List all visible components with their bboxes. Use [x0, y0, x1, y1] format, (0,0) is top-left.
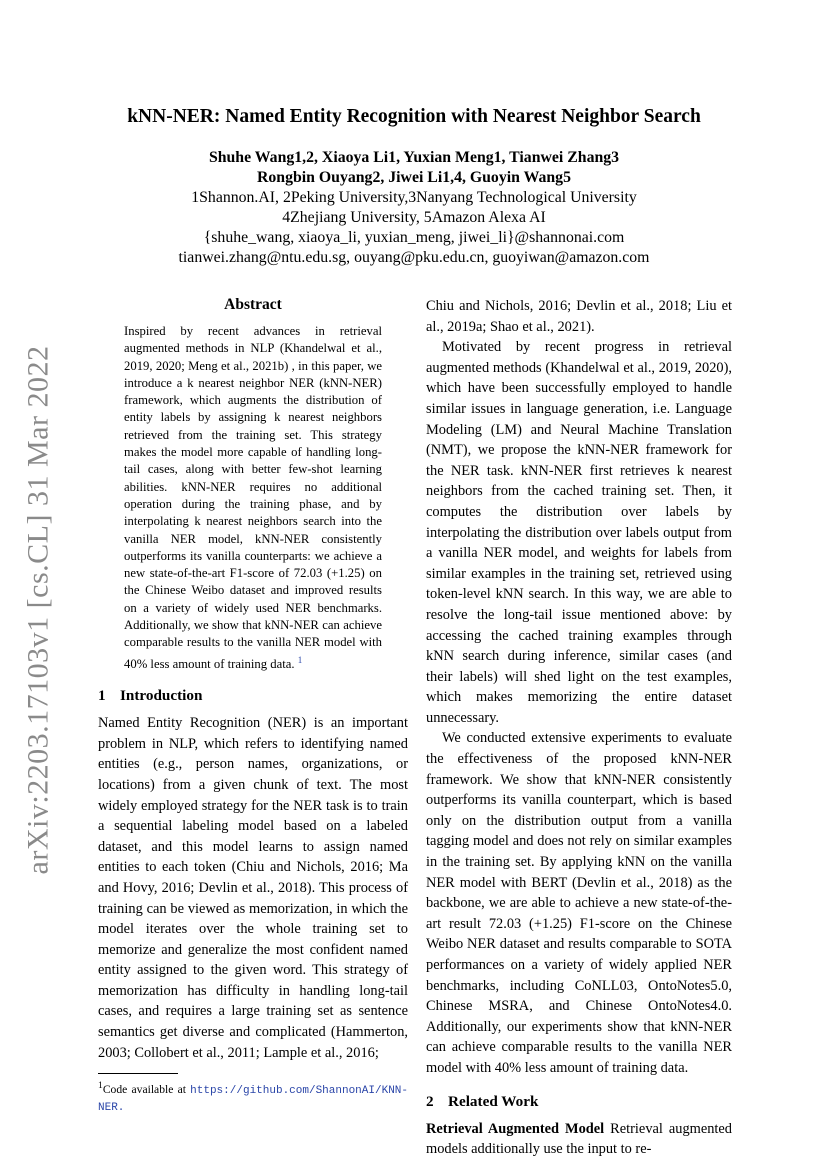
email-line-1: {shuhe_wang, xiaoya_li, yuxian_meng, jiwei_li}@shannonai.com	[203, 229, 625, 246]
authors-line-1: Shuhe Wang1,2, Xiaoya Li1, Yuxian Meng1, Tianwei Zhang3	[208, 149, 620, 166]
intro-paragraph-1: Named Entity Recognition (NER) is an important problem in NLP, which refers to identifying named entities (e.g., person names, organizations, or locations) from a given chunk of text. The most widely employed strategy for the NER task is to train a sequential labeling model based on a labeled dataset, and this model learns to assign named entities to each token (Chiu and Nichols, 2016; Ma and Hovy, 2016; Devlin et al., 2018). This process of training can be viewed as memorization, in which the model iterates over the whole training set to memorize and generalize the most confident named entity assigned to the given word. This strategy of memorization has difficulty in handling long-tail cases, and requires a large training set as sentence semantics get diverse and complicated (Hammerton, 2003; Collobert et al., 2011; Lample et al., 2016;	[98, 715, 408, 1061]
arxiv-stamp	[18, 345, 58, 875]
authors-line-2: Rongbin Ouyang2, Jiwei Li1,4, Guoyin Wang5	[257, 169, 571, 186]
intro-paragraph-1-continued: Chiu and Nichols, 2016; Devlin et al., 2018; Liu et al., 2019a; Shao et al., 2021).	[426, 298, 732, 335]
left-column	[98, 296, 408, 1116]
related-work-paragraph: Retrieval Augmented Model Retrieval augmented models additionally use the input to re-	[426, 1120, 732, 1158]
intro-paragraph-2: Motivated by recent progress in retrieval augmented methods (Khandelwal et al., 2019, 2020), which have been successfully employed to handle similar issues in language generation, i.e. Language Modeling (LM) and Neural Machine Translation (NMT), we propose the kNN-NER framework for the NER task. kNN-NER first retrieves k nearest neighbors from the cached training set. Then, it computes the distribution over labels by interpolating the distribution over labels output from a vanilla NER model, and weights for labels from similar examples in the training set, retrieved using token-level kNN search. In this way, we are able to resolve the long-tail issue mentioned above: by accessing the cached training examples through kNN search during inference, similar cases (and their labels) will shed light on the test examples, which makes memorizing the entire dataset unnecessary.	[426, 339, 732, 726]
footnote-ref[interactable]: 1	[297, 654, 303, 665]
author-block	[0, 148, 828, 268]
abstract-heading: Abstract	[224, 296, 282, 313]
affiliation-line-1: 1Shannon.AI, 2Peking University,3Nanyang Technological University	[191, 189, 637, 206]
footnote-divider	[98, 1073, 178, 1074]
code-link[interactable]: https://github.com/ShannonAI/KNN-NER.	[98, 1085, 408, 1115]
affiliation-line-2: 4Zhejiang University, 5Amazon Alexa AI	[282, 209, 546, 226]
section-heading-introduction: 1 Introduction	[98, 687, 203, 705]
footnote: $^1$Code available at https://github.com/ShannonAI/KNN-NER.	[98, 1080, 408, 1115]
intro-paragraph-3: We conducted extensive experiments to evaluate the effectiveness of the proposed kNN-NER framework. We show that kNN-NER consistently outperforms its vanilla counterpart, which is based only on the distribution output from a vanilla tagging model and does not rely on similar examples in the training set. By applying kNN on the vanilla NER model with BERT (Devlin et al., 2018) as the backbone, we are able to achieve a new state-of-the-art result 72.03 (+1.25) F1-score on the Chinese Weibo NER dataset and results comparable to SOTA performances on a variety of widely applied NER benchmarks, including CoNLL03, OntoNotes5.0, Chinese MSRA, and Chinese OntoNotes4.0. Additionally, our experiments show that kNN-NER can achieve comparable results to the vanilla NER model with 40% less amount of training data.	[426, 730, 732, 1076]
section-heading-related-work: 2 Related Work	[426, 1092, 539, 1110]
paper-title: kNN-NER: Named Entity Recognition with Nearest Neighbor Search	[127, 106, 701, 127]
arxiv-id: arXiv:2203.17103v1 [cs.CL] 31 Mar 2022	[21, 345, 54, 875]
email-line-2: tianwei.zhang@ntu.edu.sg, ouyang@pku.edu.cn, guoyiwan@amazon.com	[178, 249, 650, 266]
right-column	[426, 296, 732, 1160]
abstract-text: Inspired by recent advances in retrieval augmented methods in NLP (Khandelwal et al., 2019, 2020; Meng et al., 2021b) , in this paper, we introduce a k nearest neighbor NER (kNN-NER) framework, which augments the distribution of entity labels by assigning k nearest neighbors retrieved from the training set. This strategy makes the model more capable of handling long-tail cases, along with better few-shot learning abilities. kNN-NER requires no additional operation during the training phase, and by interpolating k nearest neighbors search into the vanilla NER model, kNN-NER consistently outperforms its vanilla counterparts: we achieve a new state-of-the-art F1-score of 72.03 (+1.25) on the Chinese Weibo dataset and improved results on a variety of widely used NER benchmarks. Additionally, we show that kNN-NER can achieve comparable results to the vanilla NER model with 40% less amount of training data. $^1$	[124, 324, 382, 671]
